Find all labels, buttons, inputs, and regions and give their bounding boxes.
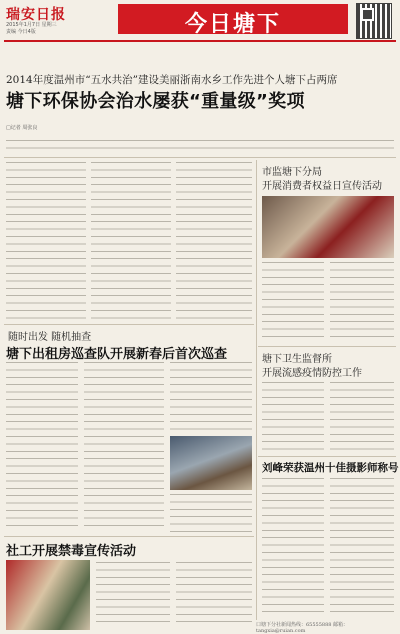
lead-body-col2 (91, 162, 171, 320)
column-divider (256, 160, 257, 620)
masthead (0, 0, 400, 40)
consumer-body-col2 (330, 262, 394, 342)
lead-byline: □记者 周张良 (6, 125, 38, 131)
fire-body-col2 (330, 382, 394, 452)
fire-title-2: 开展流感疫情防控工作 (262, 368, 362, 379)
divider (258, 346, 396, 347)
consumer-body-col1 (262, 262, 324, 342)
photo-award-body-col2 (330, 478, 394, 616)
masthead-rule (4, 40, 396, 42)
drug-photo (6, 560, 90, 630)
photo-award-body-col1 (262, 478, 324, 616)
lead-kicker: 2014年度温州市“五水共治”建设美丽浙南水乡工作先进个人塘下占两席 (6, 74, 338, 86)
rental-body-col1 (6, 362, 78, 532)
consumer-photo (262, 196, 394, 258)
photo-award-title: 刘峰荣获温州十佳摄影师称号 (262, 462, 399, 474)
section-banner (118, 4, 348, 37)
drug-body-col1 (96, 562, 170, 628)
rental-title-2: 塘下出租房巡查队开展新春后首次巡查 (6, 347, 228, 362)
drug-title: 社工开展禁毒宣传活动 (6, 544, 137, 559)
rental-body-col2 (84, 362, 164, 532)
rental-title-1: 随时出发 随机抽查 (8, 332, 92, 343)
consumer-title-1: 市监塘下分局 (262, 167, 322, 178)
consumer-title-2: 开展消费者权益日宣传活动 (262, 181, 382, 192)
rental-photo (170, 436, 252, 490)
section-banner-title: 今日塘下 (184, 12, 281, 37)
divider (4, 536, 254, 537)
lead-headline: 塘下环保协会治水屡获“重量级”奖项 (6, 91, 305, 112)
divider (258, 456, 396, 457)
newspaper-logo: 瑞安日报 (6, 7, 66, 23)
divider (4, 157, 396, 158)
issue-meta (6, 22, 57, 36)
lead-body-col1 (6, 162, 86, 320)
fire-body-col1 (262, 382, 324, 452)
date-line: 2015年1月7日 星期三 (6, 22, 57, 28)
fire-title-1: 塘下卫生监督所 (262, 354, 332, 365)
footer-contact: 口塘下分社新闻热线：65555888 邮箱：tangxia@ruian.com (256, 622, 349, 634)
lead-body-col3 (176, 162, 252, 320)
drug-body-col2 (176, 562, 252, 628)
rental-body-col4 (170, 494, 252, 534)
edition-line: 责编 今日4版 (6, 29, 36, 35)
qr-code-icon (356, 3, 392, 39)
rental-body-col3 (170, 362, 252, 432)
divider (4, 324, 254, 325)
lead-intro-text (6, 140, 394, 154)
